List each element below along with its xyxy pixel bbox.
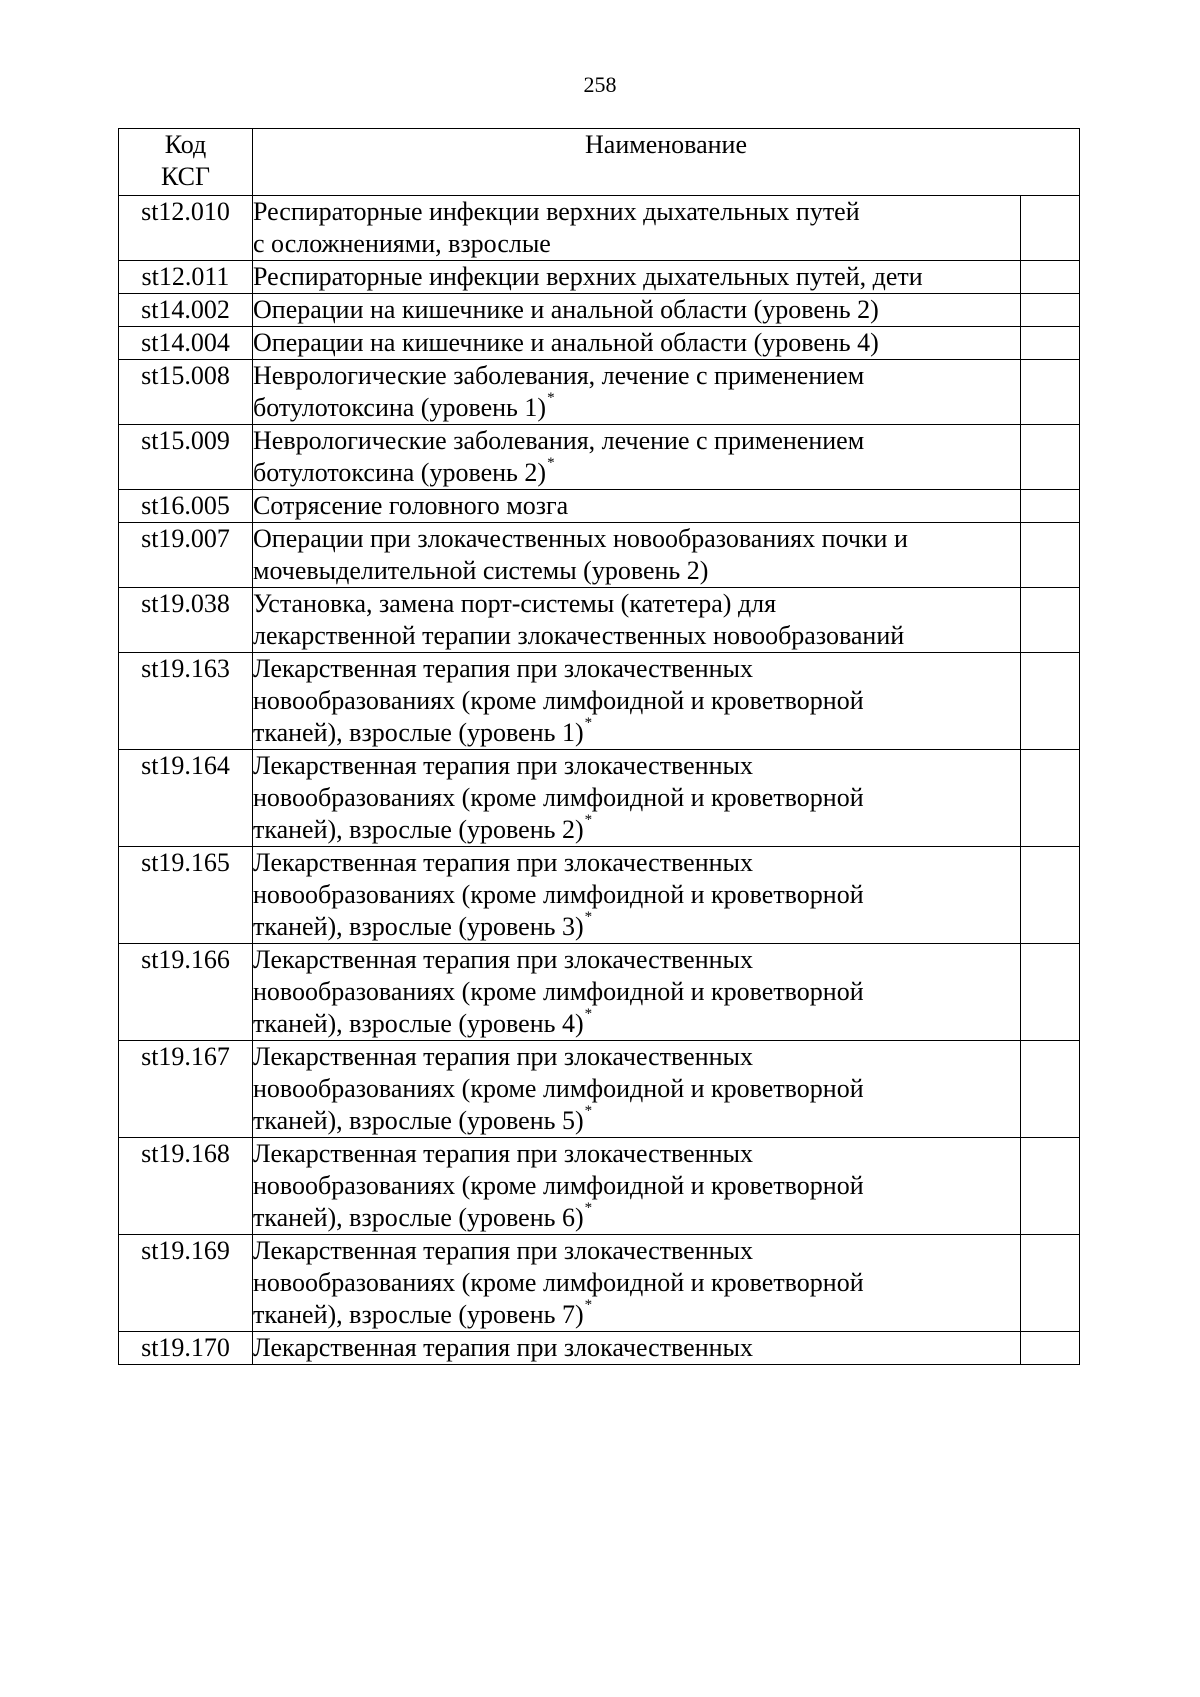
footnote-marker: *	[584, 715, 593, 732]
empty-cell	[1021, 360, 1080, 425]
ksg-name-line	[253, 1105, 1020, 1137]
table-row	[119, 588, 1080, 653]
ksg-code-cell: st19.007	[119, 523, 253, 588]
ksg-code-cell: st15.008	[119, 360, 253, 425]
ksg-name-text: тканей), взрослые (уровень 3)	[253, 912, 584, 941]
empty-cell	[1021, 196, 1080, 261]
ksg-name-line	[253, 685, 1020, 717]
ksg-name-line	[253, 196, 1020, 228]
ksg-name-text: Лекарственная терапия при злокачественных	[253, 945, 753, 974]
empty-cell	[1021, 327, 1080, 360]
ksg-name-text: Неврологические заболевания, лечение с применением	[253, 361, 865, 390]
table-row	[119, 944, 1080, 1041]
footnote-marker: *	[584, 812, 593, 829]
ksg-name-line	[253, 555, 1020, 587]
table-row	[119, 196, 1080, 261]
ksg-name-text: новообразованиях (кроме лимфоидной и кроветворной	[253, 1171, 864, 1200]
footnote-marker: *	[584, 1297, 593, 1314]
ksg-name-line	[253, 911, 1020, 943]
ksg-name-text: лекарственной терапии злокачественных новообразований	[253, 621, 905, 650]
ksg-name-line	[253, 523, 1020, 555]
header-name: Наименование	[253, 129, 1080, 196]
ksg-name-line	[253, 1235, 1020, 1267]
ksg-name-line	[253, 620, 1020, 652]
ksg-code-cell: st19.165	[119, 847, 253, 944]
ksg-name-line	[253, 1041, 1020, 1073]
ksg-code-cell: st12.010	[119, 196, 253, 261]
ksg-name-cell	[253, 653, 1021, 750]
ksg-name-line	[253, 782, 1020, 814]
table-row	[119, 847, 1080, 944]
ksg-code-cell: st19.164	[119, 750, 253, 847]
ksg-name-line	[253, 1008, 1020, 1040]
ksg-name-text: тканей), взрослые (уровень 4)	[253, 1009, 584, 1038]
ksg-code-cell: st12.011	[119, 261, 253, 294]
empty-cell	[1021, 294, 1080, 327]
ksg-name-line	[253, 653, 1020, 685]
ksg-name-text: Респираторные инфекции верхних дыхательных путей, дети	[253, 262, 923, 291]
empty-cell	[1021, 523, 1080, 588]
table-row	[119, 1138, 1080, 1235]
ksg-name-line	[253, 425, 1020, 457]
ksg-name-cell	[253, 1041, 1021, 1138]
footnote-marker: *	[584, 909, 593, 926]
table-row	[119, 360, 1080, 425]
ksg-name-text: Неврологические заболевания, лечение с применением	[253, 426, 865, 455]
header-row	[119, 129, 1080, 196]
ksg-code-cell: st19.170	[119, 1332, 253, 1365]
empty-cell	[1021, 490, 1080, 523]
footnote-marker: *	[584, 1103, 593, 1120]
ksg-name-text: новообразованиях (кроме лимфоидной и кроветворной	[253, 1074, 864, 1103]
ksg-code-cell: st19.168	[119, 1138, 253, 1235]
ksg-name-cell	[253, 1138, 1021, 1235]
table-row	[119, 653, 1080, 750]
ksg-name-cell	[253, 327, 1021, 360]
footnote-marker: *	[547, 390, 555, 407]
ksg-code-cell: st19.163	[119, 653, 253, 750]
table-body	[119, 196, 1080, 1365]
ksg-name-text: новообразованиях (кроме лимфоидной и кроветворной	[253, 783, 864, 812]
ksg-name-cell	[253, 588, 1021, 653]
ksg-name-cell	[253, 196, 1021, 261]
ksg-name-line	[253, 294, 1020, 326]
ksg-name-cell	[253, 750, 1021, 847]
ksg-name-text: Респираторные инфекции верхних дыхательных путей	[253, 197, 860, 226]
empty-cell	[1021, 261, 1080, 294]
ksg-name-line	[253, 944, 1020, 976]
footnote-marker: *	[547, 455, 555, 472]
ksg-code-cell: st19.038	[119, 588, 253, 653]
ksg-name-line	[253, 814, 1020, 846]
ksg-name-line	[253, 879, 1020, 911]
ksg-name-text: тканей), взрослые (уровень 2)	[253, 815, 584, 844]
page-number: 258	[583, 72, 617, 97]
ksg-name-text: тканей), взрослые (уровень 6)	[253, 1203, 584, 1232]
ksg-name-text: тканей), взрослые (уровень 1)	[253, 718, 584, 747]
ksg-name-cell	[253, 425, 1021, 490]
table-row	[119, 425, 1080, 490]
ksg-name-text: ботулотоксина (уровень 2)	[253, 458, 547, 487]
ksg-code-cell: st19.167	[119, 1041, 253, 1138]
ksg-name-line	[253, 1267, 1020, 1299]
ksg-name-line	[253, 717, 1020, 749]
ksg-name-text: новообразованиях (кроме лимфоидной и кроветворной	[253, 686, 864, 715]
table-row	[119, 1041, 1080, 1138]
ksg-name-text: Операции на кишечнике и анальной области (уровень 2)	[253, 295, 879, 324]
table-header	[119, 129, 1080, 196]
header-code	[119, 129, 253, 196]
empty-cell	[1021, 847, 1080, 944]
table-row	[119, 294, 1080, 327]
ksg-name-line	[253, 976, 1020, 1008]
ksg-code-cell: st19.166	[119, 944, 253, 1041]
table-row	[119, 327, 1080, 360]
ksg-name-cell	[253, 261, 1021, 294]
ksg-name-line	[253, 1299, 1020, 1331]
ksg-name-text: новообразованиях (кроме лимфоидной и кроветворной	[253, 880, 864, 909]
ksg-name-line	[253, 360, 1020, 392]
ksg-code-cell: st19.169	[119, 1235, 253, 1332]
ksg-code-cell: st14.004	[119, 327, 253, 360]
ksg-name-text: тканей), взрослые (уровень 7)	[253, 1300, 584, 1329]
empty-cell	[1021, 1235, 1080, 1332]
ksg-name-text: Лекарственная терапия при злокачественных	[253, 751, 753, 780]
ksg-code-cell: st15.009	[119, 425, 253, 490]
empty-cell	[1021, 1332, 1080, 1365]
ksg-name-text: тканей), взрослые (уровень 5)	[253, 1106, 584, 1135]
footnote-marker: *	[584, 1006, 593, 1023]
ksg-code-cell: st16.005	[119, 490, 253, 523]
ksg-name-line	[253, 1073, 1020, 1105]
empty-cell	[1021, 944, 1080, 1041]
ksg-code-cell: st14.002	[119, 294, 253, 327]
ksg-name-text: Лекарственная терапия при злокачественных	[253, 1333, 753, 1362]
ksg-name-line	[253, 588, 1020, 620]
empty-cell	[1021, 425, 1080, 490]
ksg-table	[118, 128, 1080, 1365]
empty-cell	[1021, 750, 1080, 847]
table-row	[119, 1235, 1080, 1332]
ksg-name-cell	[253, 847, 1021, 944]
table-row	[119, 750, 1080, 847]
ksg-name-text: Лекарственная терапия при злокачественных	[253, 654, 753, 683]
ksg-name-line	[253, 1170, 1020, 1202]
ksg-name-text: ботулотоксина (уровень 1)	[253, 393, 547, 422]
ksg-name-line	[253, 1202, 1020, 1234]
ksg-name-text: Лекарственная терапия при злокачественных	[253, 848, 753, 877]
ksg-name-text: Операции на кишечнике и анальной области (уровень 4)	[253, 328, 879, 357]
table-row	[119, 490, 1080, 523]
ksg-name-text: новообразованиях (кроме лимфоидной и кроветворной	[253, 1268, 864, 1297]
ksg-name-line	[253, 750, 1020, 782]
table-row	[119, 1332, 1080, 1365]
ksg-name-text: Сотрясение головного мозга	[253, 491, 569, 520]
empty-cell	[1021, 1041, 1080, 1138]
footnote-marker: *	[584, 1200, 593, 1217]
ksg-name-cell	[253, 490, 1021, 523]
table-row	[119, 523, 1080, 588]
ksg-name-line	[253, 327, 1020, 359]
ksg-name-cell	[253, 523, 1021, 588]
table-row	[119, 261, 1080, 294]
ksg-name-line	[253, 847, 1020, 879]
ksg-name-cell	[253, 294, 1021, 327]
ksg-name-cell	[253, 944, 1021, 1041]
ksg-name-line	[253, 392, 1020, 424]
ksg-name-text: Лекарственная терапия при злокачественных	[253, 1042, 753, 1071]
ksg-name-text: Операции при злокачественных новообразованиях почки и	[253, 524, 908, 553]
ksg-name-line	[253, 261, 1020, 293]
empty-cell	[1021, 1138, 1080, 1235]
ksg-name-text: новообразованиях (кроме лимфоидной и кроветворной	[253, 977, 864, 1006]
empty-cell	[1021, 588, 1080, 653]
ksg-name-cell	[253, 1235, 1021, 1332]
ksg-name-line	[253, 457, 1020, 489]
empty-cell	[1021, 653, 1080, 750]
ksg-name-text: мочевыделительной системы (уровень 2)	[253, 556, 709, 585]
ksg-name-line	[253, 1138, 1020, 1170]
ksg-name-cell	[253, 1332, 1021, 1365]
ksg-name-text: Лекарственная терапия при злокачественных	[253, 1139, 753, 1168]
ksg-name-line	[253, 1332, 1020, 1364]
ksg-name-text: с осложнениями, взрослые	[253, 229, 551, 258]
header-code-line-2: КСГ	[160, 162, 211, 191]
ksg-name-line	[253, 228, 1020, 260]
ksg-name-cell	[253, 360, 1021, 425]
ksg-name-text: Лекарственная терапия при злокачественных	[253, 1236, 753, 1265]
ksg-name-text: Установка, замена порт-системы (катетера) для	[253, 589, 777, 618]
header-code-line-1: Код	[164, 130, 207, 159]
ksg-name-line	[253, 490, 1020, 522]
